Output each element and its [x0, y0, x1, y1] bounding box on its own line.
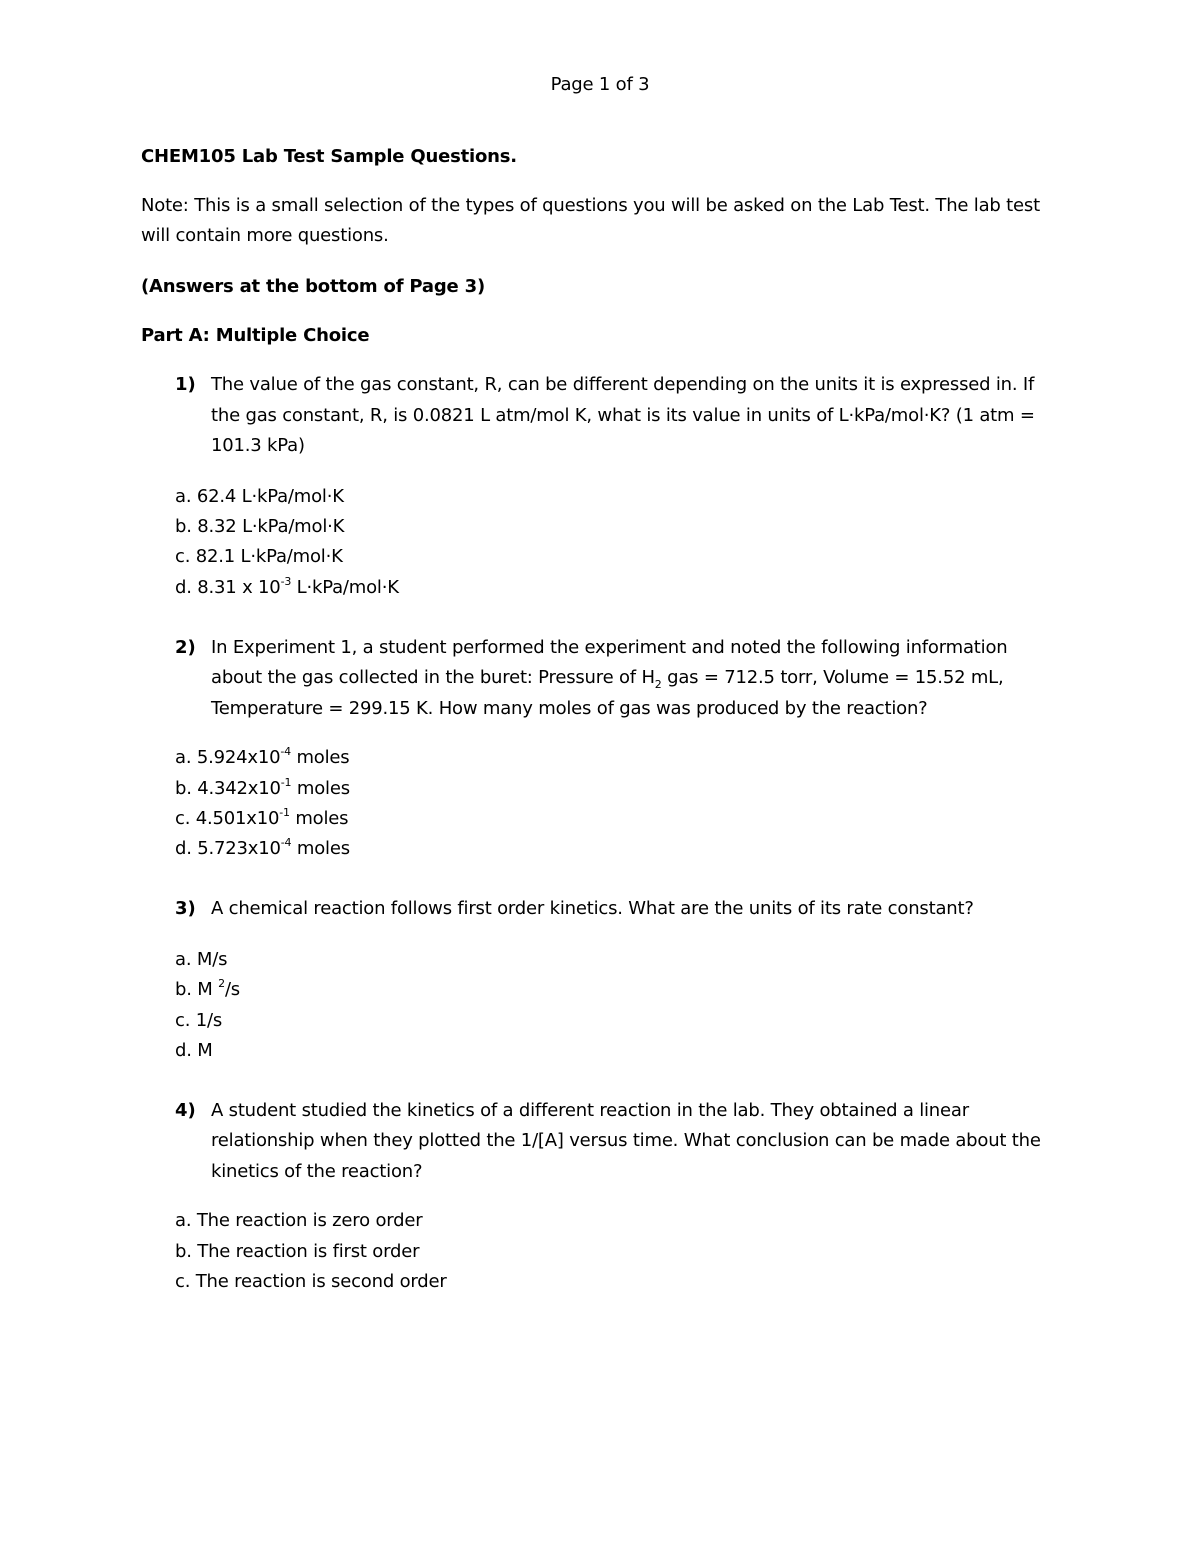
question-3-option-d: d. M — [175, 1040, 213, 1061]
question-2-line-2 — [211, 666, 1004, 690]
option-c-text: c. 4.501x10 — [175, 808, 280, 829]
option-c-unit: moles — [289, 808, 349, 829]
document-title: CHEM105 Lab Test Sample Questions. — [141, 146, 517, 167]
note-line-1: Note: This is a small selection of the types of questions you will be asked on the Lab Test. The lab test — [141, 195, 1040, 216]
question-2-number: 2) — [175, 637, 196, 658]
part-heading: Part A: Multiple Choice — [141, 325, 370, 346]
question-2-option-b — [175, 777, 350, 801]
question-2-line-1: In Experiment 1, a student performed the experiment and noted the following information — [211, 637, 1008, 658]
option-b-unit: /s — [224, 979, 240, 1000]
exponent: -4 — [280, 836, 292, 849]
question-1-option-c: c. 82.1 L·kPa/mol·K — [175, 546, 343, 567]
option-d-text: d. 8.31 x 10 — [175, 577, 281, 598]
exponent: -4 — [280, 745, 291, 758]
question-2-line-3: Temperature = 299.15 K. How many moles of gas was produced by the reaction? — [211, 698, 928, 719]
question-1-option-b: b. 8.32 L·kPa/mol·K — [175, 516, 345, 537]
question-3-line-1: A chemical reaction follows first order kinetics. What are the units of its rate constant? — [211, 898, 974, 919]
question-1-line-2: the gas constant, R, is 0.0821 L atm/mol K, what is its value in units of L·kPa/mol·K? (1 atm = — [211, 405, 1035, 426]
question-3-option-b — [175, 978, 240, 1002]
question-2-option-a — [175, 746, 349, 770]
question-3-option-a: a. M/s — [175, 949, 228, 970]
option-b-unit: moles — [291, 778, 350, 799]
option-d-unit: L·kPa/mol·K — [291, 577, 399, 598]
question-4-option-a: a. The reaction is zero order — [175, 1210, 423, 1231]
question-1-line-3: 101.3 kPa) — [211, 435, 305, 456]
question-4-option-c: c. The reaction is second order — [175, 1271, 447, 1292]
line-2-end: gas = 712.5 torr, Volume = 15.52 mL, — [661, 667, 1004, 688]
question-1-line-1: The value of the gas constant, R, can be different depending on the units it is expressed in. If — [211, 374, 1035, 395]
question-2-option-c — [175, 807, 348, 831]
answers-note: (Answers at the bottom of Page 3) — [141, 276, 485, 297]
option-d-text: d. 5.723x10 — [175, 838, 281, 859]
question-4-option-b: b. The reaction is first order — [175, 1241, 420, 1262]
option-a-unit: moles — [290, 747, 350, 768]
line-2-start: about the gas collected in the buret: Pressure of H — [211, 667, 655, 688]
note-line-2: will contain more questions. — [141, 225, 389, 246]
question-1-number: 1) — [175, 374, 196, 395]
option-b-text: b. 4.342x10 — [175, 778, 281, 799]
question-2-option-d — [175, 837, 350, 861]
subscript: 2 — [654, 678, 662, 691]
question-3-option-c: c. 1/s — [175, 1010, 223, 1031]
question-4-number: 4) — [175, 1100, 196, 1121]
option-b-text: b. M — [175, 979, 219, 1000]
question-4-line-1: A student studied the kinetics of a different reaction in the lab. They obtained a linear — [211, 1100, 969, 1121]
question-3-number: 3) — [175, 898, 196, 919]
option-a-text: a. 5.924x10 — [175, 747, 281, 768]
exponent: 2 — [218, 977, 225, 990]
question-4-line-3: kinetics of the reaction? — [211, 1161, 423, 1182]
exponent: -1 — [279, 806, 290, 819]
question-1-option-a: a. 62.4 L·kPa/mol·K — [175, 486, 344, 507]
option-d-unit: moles — [291, 838, 350, 859]
page-number-label: Page 1 of 3 — [550, 74, 650, 95]
exponent: -1 — [280, 776, 292, 789]
exponent: -3 — [280, 575, 292, 588]
question-4-line-2: relationship when they plotted the 1/[A] versus time. What conclusion can be made about the — [211, 1130, 1041, 1151]
question-1-option-d — [175, 576, 399, 600]
